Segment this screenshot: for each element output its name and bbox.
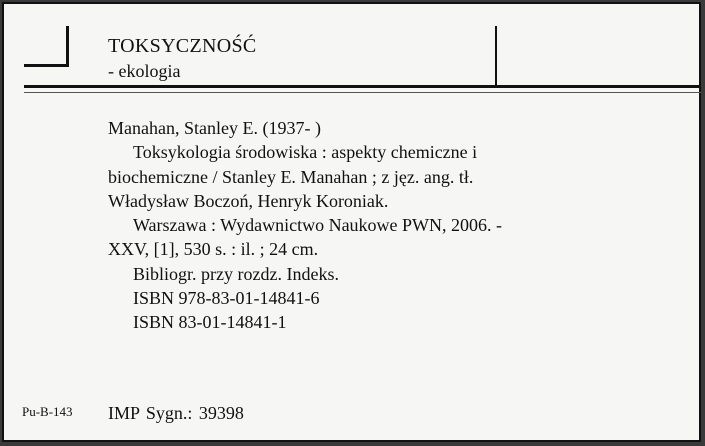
author-line: Manahan, Stanley E. (1937- ) [108,118,321,138]
isbn-line: ISBN 83-01-14841-1 [133,312,287,333]
call-number: IMP Sygn.: 39398 [108,403,244,423]
header-rule-thin [24,92,701,93]
subject-subdivision: - ekologia [108,61,181,81]
imprint-line: Warszawa : Wydawnictwo Naukowe PWN, 2006. - [133,215,503,236]
location-code: Pu-B-143 [22,404,73,419]
title-line: biochemiczne / Stanley E. Manahan ; z jęz. ang. tł. [108,166,474,187]
corner-mark-vertical [66,26,69,66]
isbn-line: ISBN 978-83-01-14841-6 [133,288,320,309]
title-line: Toksykologia środowiska : aspekty chemiczne i [133,142,478,163]
catalog-card [2,2,701,442]
imprint-line: XXV, [1], 530 s. : il. ; 24 cm. [108,239,319,260]
bibliographic-description [108,116,628,335]
notes-line: Bibliogr. przy rozdz. Indeks. [133,263,339,284]
corner-mark-horizontal [24,64,69,67]
header-divider-vertical [495,26,497,86]
subject-heading: TOKSYCZNOŚĆ [108,35,257,57]
header-rule [24,85,701,88]
title-line: Władysław Boczoń, Henryk Koroniak. [108,190,389,211]
